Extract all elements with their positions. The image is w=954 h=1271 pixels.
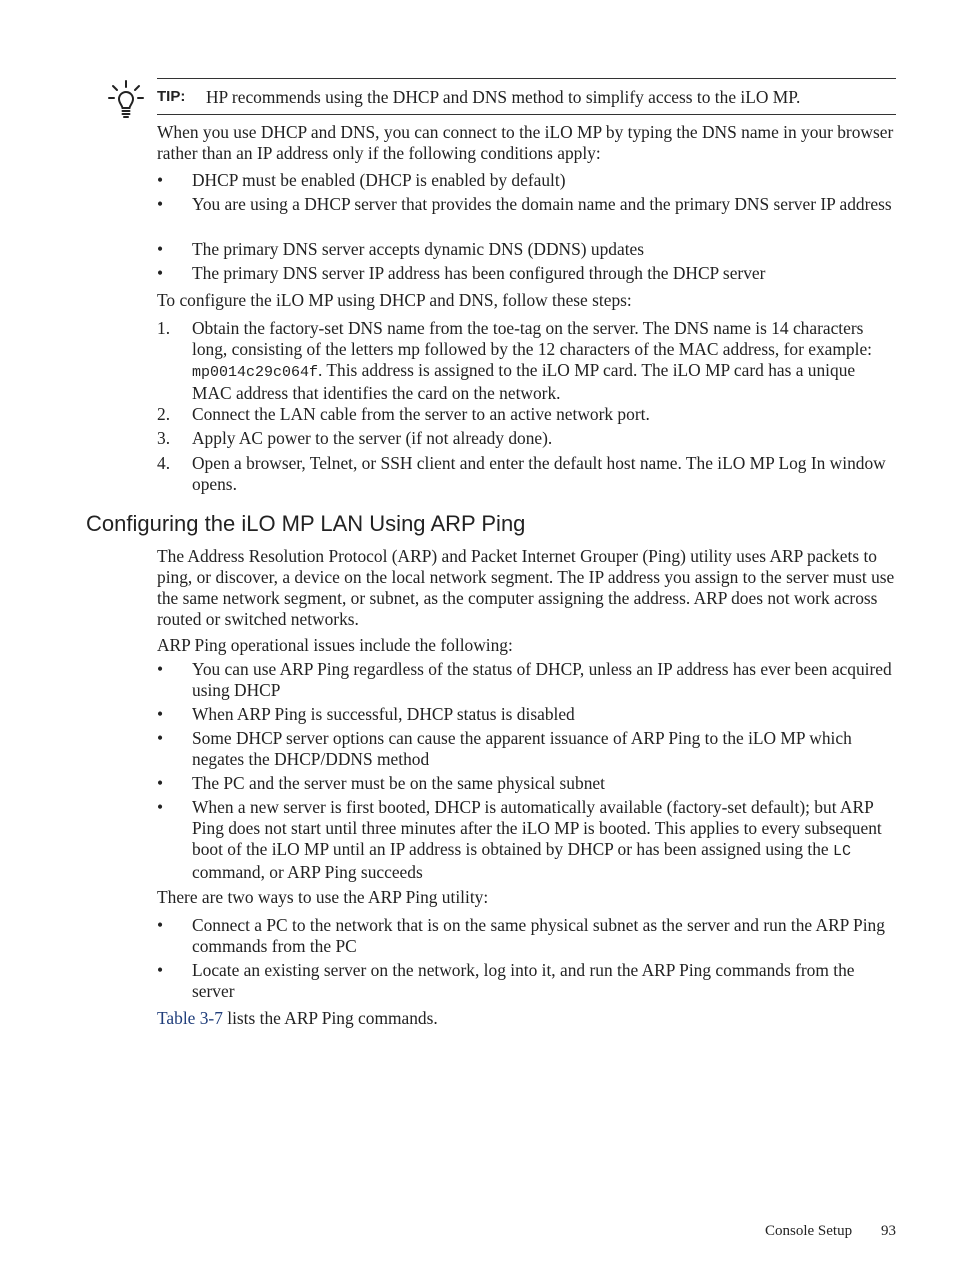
table-reference-text: lists the ARP Ping commands. — [222, 1008, 438, 1028]
bullet-marker: • — [157, 960, 164, 980]
list-item-text: You can use ARP Ping regardless of the status of DHCP, unless an IP address has ever been acquired using DHCP — [192, 659, 892, 700]
bullet-marker: • — [157, 659, 164, 679]
footer-chapter-title: Console Setup — [765, 1223, 853, 1239]
list-item-text: The primary DNS server accepts dynamic DNS (DDNS) updates — [192, 239, 645, 259]
list-item-text: Connect a PC to the network that is on the same physical subnet as the server and run the ARP Ping commands from the PC — [192, 915, 885, 956]
list-item-text: DHCP must be enabled (DHCP is enabled by default) — [192, 170, 566, 190]
footer-page-number: 93 — [881, 1223, 896, 1239]
step-text: Apply AC power to the server (if not already done). — [192, 428, 553, 448]
lc-command: LC — [832, 843, 851, 860]
tip-label: TIP: — [157, 88, 186, 105]
bullet-marker: • — [157, 263, 164, 283]
bullet-marker: • — [157, 194, 164, 214]
list-item-text: When ARP Ping is successful, DHCP status is disabled — [192, 704, 575, 724]
bullet-marker: • — [157, 239, 164, 259]
list-item-text: You are using a DHCP server that provides the domain name and the primary DNS server IP address — [192, 194, 892, 214]
bullet-marker: • — [157, 704, 164, 724]
tip-text: HP recommends using the DHCP and DNS method to simplify access to the iLO MP. — [206, 87, 801, 107]
step-number: 3. — [157, 428, 171, 448]
step-text: Open a browser, Telnet, or SSH client and enter the default host name. The iLO MP Log In window opens. — [192, 453, 886, 494]
bullet-marker: • — [157, 915, 164, 935]
step-number: 1. — [157, 318, 171, 338]
tip-bottom-rule — [157, 114, 896, 115]
ways-intro: There are two ways to use the ARP Ping utility: — [157, 887, 489, 907]
section-paragraph: The Address Resolution Protocol (ARP) and Packet Internet Grouper (Ping) utility uses ARP packets to ping, or discover, a device on the local network segment. The IP address you assign to the server must use the same network segment, or subnet, as the computer assigning the address. ARP does not work across routed or switched networks. — [157, 546, 895, 629]
step-number: 2. — [157, 404, 171, 424]
step-number: 4. — [157, 453, 171, 473]
step-text-part: Obtain the factory-set DNS name from the toe-tag on the server. The DNS name is 14 characters long, consisting of the letters mp followed by the 12 characters of the MAC address, for example: — [192, 318, 872, 359]
lightbulb-icon — [108, 80, 144, 120]
step-text-part: . This address is assigned to the iLO MP card. The iLO MP card has a unique MAC address that identifies the card on the network. — [192, 360, 856, 403]
list-item-text: The PC and the server must be on the same physical subnet — [192, 773, 605, 793]
list-item-text: Some DHCP server options can cause the apparent issuance of ARP Ping to the iLO MP which negates the DHCP/DDNS method — [192, 728, 852, 769]
table-reference — [157, 1008, 897, 1029]
bullet-marker: • — [157, 728, 164, 748]
bullet-marker: • — [157, 170, 164, 190]
step-text: Connect the LAN cable from the server to an active network port. — [192, 404, 650, 424]
dns-name-example: mp0014c29c064f — [192, 364, 319, 381]
list-item-text — [192, 797, 897, 883]
table-3-7-link[interactable]: Table 3-7 — [157, 1008, 223, 1028]
steps-intro: To configure the iLO MP using DHCP and DNS, follow these steps: — [157, 290, 632, 310]
list-item-text-part: When a new server is first booted, DHCP is automatically available (factory-set default); but ARP Ping does not start until three minutes after the iLO MP is booted. This applies to every subsequent boot of the iLO MP until an IP address is obtained by DHCP or has been assigned using the — [192, 797, 882, 859]
tip-top-rule — [157, 78, 896, 79]
section-heading: Configuring the iLO MP LAN Using ARP Ping — [86, 511, 526, 536]
list-item-text-part: command, or ARP Ping succeeds — [192, 862, 423, 882]
step-text — [192, 318, 897, 404]
list-item-text: Locate an existing server on the network, log into it, and run the ARP Ping commands from the server — [192, 960, 855, 1001]
list-item-text: The primary DNS server IP address has been configured through the DHCP server — [192, 263, 766, 283]
issues-intro: ARP Ping operational issues include the following: — [157, 635, 513, 655]
intro-paragraph: When you use DHCP and DNS, you can connect to the iLO MP by typing the DNS name in your browser rather than an IP address only if the following conditions apply: — [157, 122, 894, 163]
bullet-marker: • — [157, 797, 164, 817]
bullet-marker: • — [157, 773, 164, 793]
